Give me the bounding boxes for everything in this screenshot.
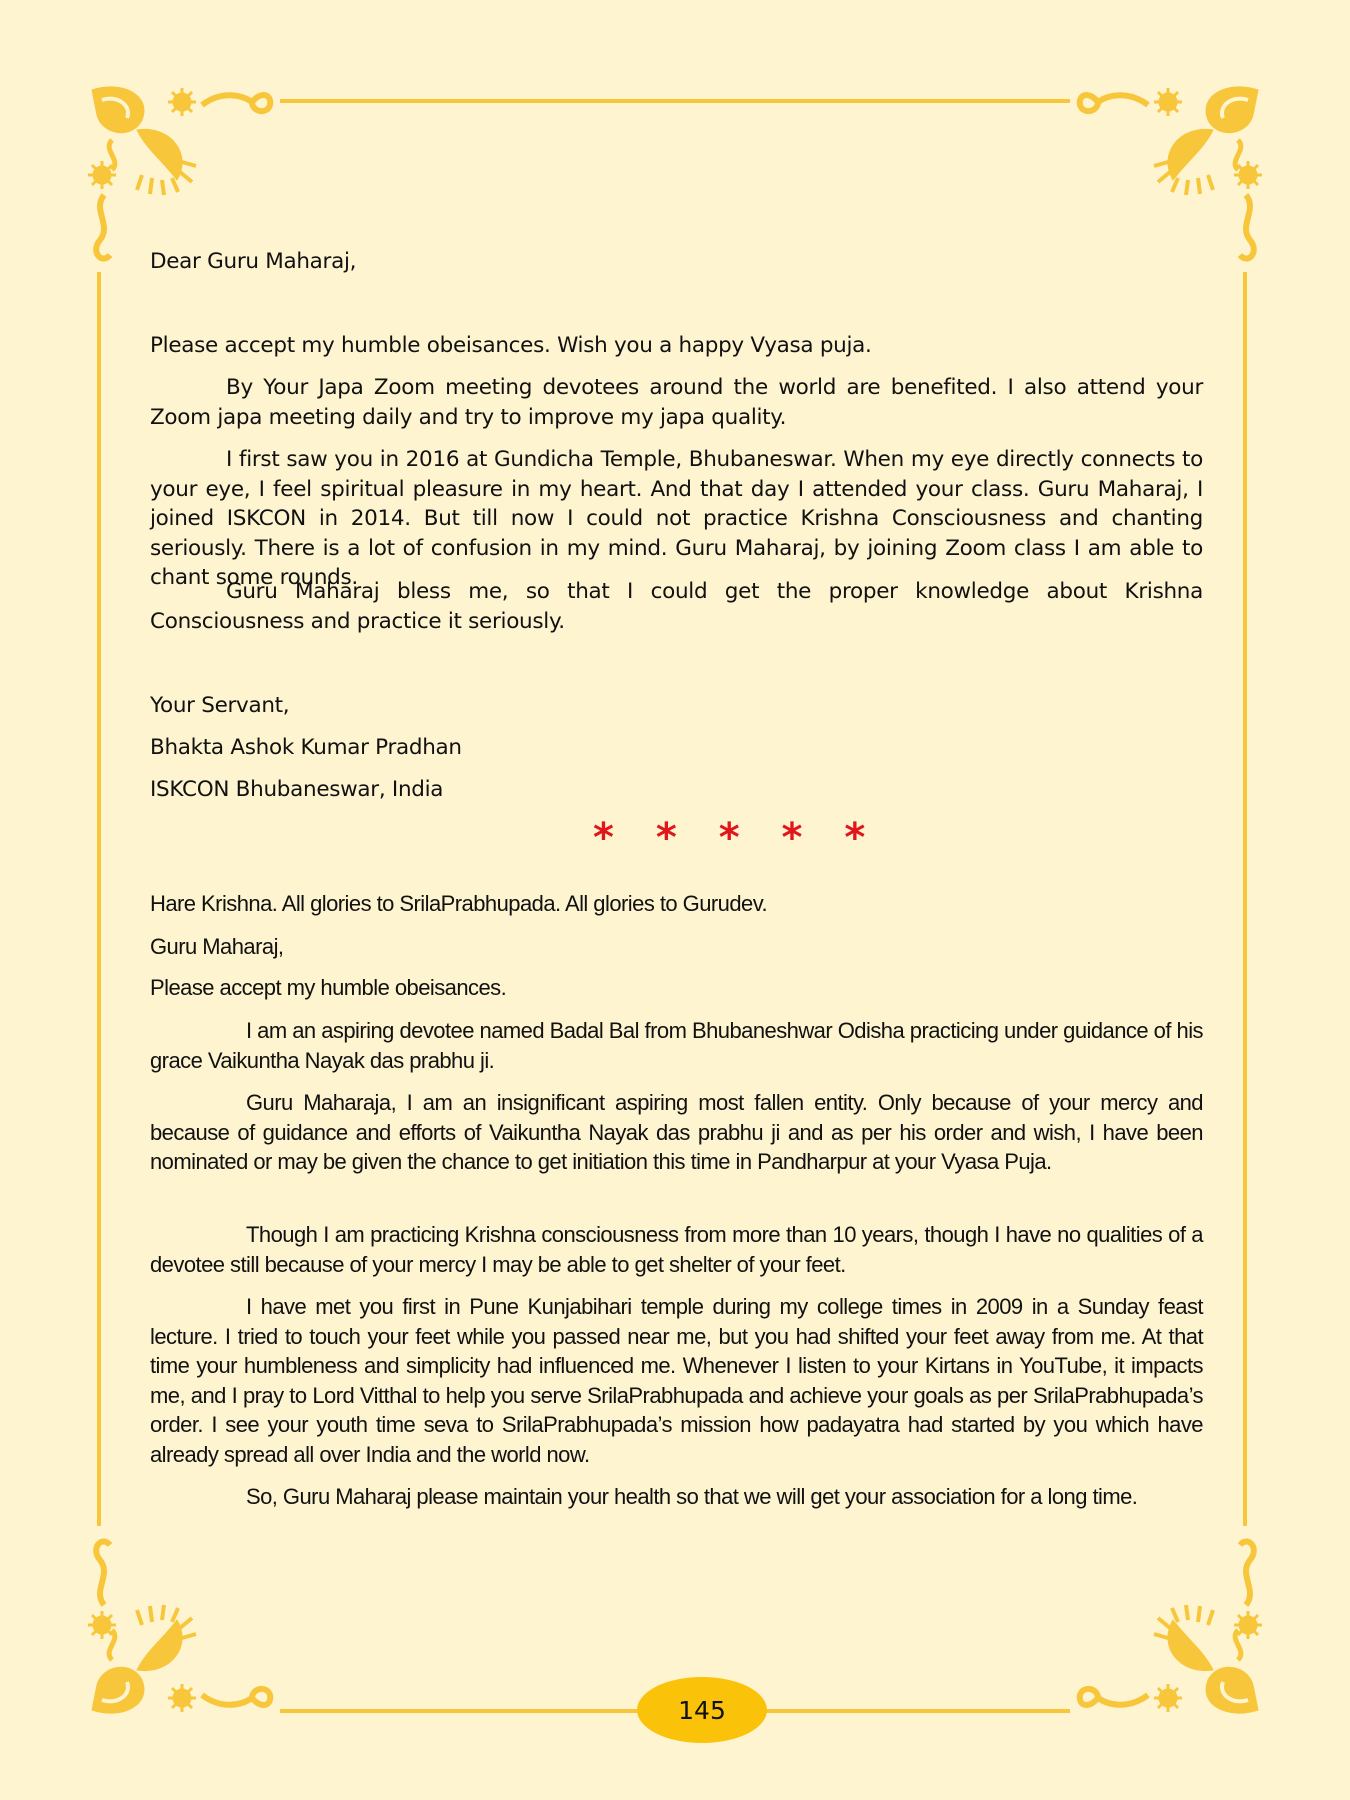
page-number: 145	[678, 1695, 726, 1725]
border-left-line	[97, 272, 101, 1526]
letter1-paragraph-1: By Your Japa Zoom meeting devotees around the world are benefited. I also attend your Zoom japa meeting daily and try to improve my japa quality.	[150, 375, 1203, 430]
separator-asterisks: * * * * *	[593, 815, 880, 861]
letter2-greeting: Hare Krishna. All glories to SrilaPrabhupada. All glories to Gurudev.	[150, 891, 768, 916]
letter2-opening: Please accept my humble obeisances.	[150, 975, 507, 1000]
letter2-salutation: Guru Maharaj,	[150, 934, 284, 959]
letter2-paragraph-1: I am an aspiring devotee named Badal Bal from Bhubaneshwar Odisha practicing under guidance of his grace Vaikuntha Nayak das prabhu ji.	[150, 1018, 1203, 1073]
letter2-paragraph-2: Guru Maharaja, I am an insignificant aspiring most fallen entity. Only because of your mercy and because of guidance and efforts of Vaikuntha Nayak das prabhu ji and as per his order and wish, I have been nominated or may be given the chance to get initiation this time in Pandharpur at your Vyasa Puja.	[150, 1090, 1203, 1175]
letter2-paragraph-3: Though I am practicing Krishna consciousness from more than 10 years, though I have no qualities of a devotee still because of your mercy I may be able to get shelter of your feet.	[150, 1222, 1203, 1277]
letter1-opening: Please accept my humble obeisances. Wish you a happy Vyasa puja.	[150, 333, 872, 358]
page-number-badge	[637, 1677, 767, 1743]
letter1-paragraph-2: I first saw you in 2016 at Gundicha Temple, Bhubaneswar. When my eye directly connects to your eye, I feel spiritual pleasure in my heart. And that day I attended your class. Guru Maharaj, I joined ISKCON in 2014. But till now I could not practice Krishna Consciousness and chanting seriously. There is a lot of confusion in my mind. Guru Maharaj, by joining Zoom class I am able to chant some rounds.	[150, 447, 1203, 591]
border-right-line	[1243, 272, 1247, 1526]
letter1-signature-location: ISKCON Bhubaneswar, India	[150, 777, 444, 802]
letter1-salutation: Dear Guru Maharaj,	[150, 249, 357, 274]
letter2-paragraph-5: So, Guru Maharaj please maintain your health so that we will get your association for a long time.	[246, 1484, 1138, 1509]
letter1-signature-name: Bhakta Ashok Kumar Pradhan	[150, 735, 462, 760]
corner-ornament-bottom-right-icon	[1068, 1520, 1268, 1720]
border-top-line	[280, 99, 1070, 103]
letter2-paragraph-4: I have met you first in Pune Kunjabihari temple during my college times in 2009 in a Sunday feast lecture. I tried to touch your feet while you passed near me, but you had shifted your feet away from me. At that time your humbleness and simplicity had influenced me. Whenever I listen to your Kirtans in YouTube, it impacts me, and I pray to Lord Vitthal to help you serve SrilaPrabhupada and achieve your goals as per SrilaPrabhupada’s order. I see your youth time seva to SrilaPrabhupada’s mission how padayatra had started by you which have already spread all over India and the world now.	[150, 1294, 1203, 1467]
corner-ornament-bottom-left-icon	[82, 1520, 282, 1720]
letter1-paragraph-3: Guru Maharaj bless me, so that I could get the proper knowledge about Krishna Consciousness and practice it seriously.	[150, 579, 1203, 634]
letter1-closing: Your Servant,	[150, 693, 290, 718]
